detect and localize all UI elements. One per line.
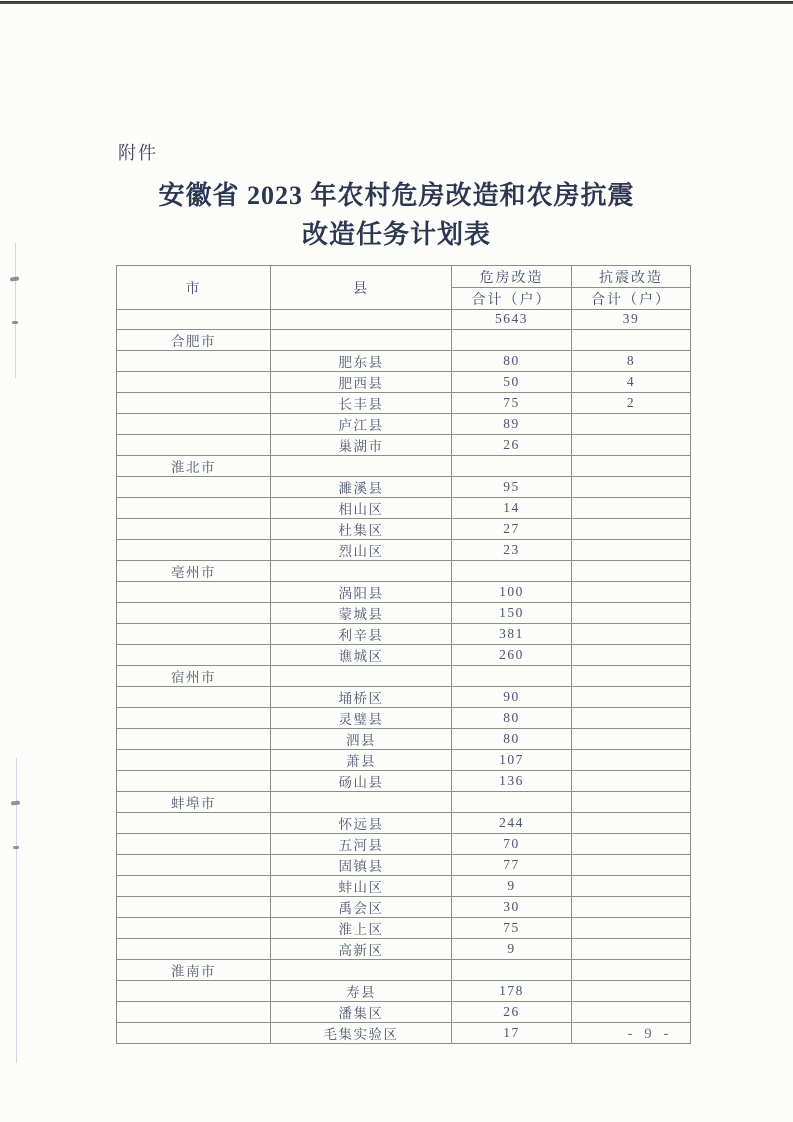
cell-danger-total: 80	[452, 728, 572, 749]
cell-county: 埇桥区	[271, 686, 452, 707]
cell-danger-total: 17	[452, 1022, 572, 1043]
cell-city	[117, 623, 271, 644]
cell-city	[117, 539, 271, 560]
cell-city	[117, 644, 271, 665]
table-row	[117, 728, 691, 749]
cell-county: 涡阳县	[271, 581, 452, 602]
cell-seismic-total: 8	[572, 350, 691, 371]
cell-danger-total: 244	[452, 812, 572, 833]
cell-danger-total: 14	[452, 497, 572, 518]
cell-county: 肥东县	[271, 350, 452, 371]
cell-seismic-total	[572, 581, 691, 602]
cell-county: 五河县	[271, 833, 452, 854]
cell-county: 潘集区	[271, 1001, 452, 1022]
cell-city	[117, 581, 271, 602]
table-row	[117, 644, 691, 665]
cell-seismic-total	[572, 518, 691, 539]
cell-city	[117, 749, 271, 770]
cell-city: 蚌埠市	[117, 791, 271, 812]
cell-county: 巢湖市	[271, 434, 452, 455]
cell-city	[117, 812, 271, 833]
cell-danger-total	[452, 560, 572, 581]
cell-seismic-total	[572, 623, 691, 644]
cell-seismic-total	[572, 749, 691, 770]
table-row	[117, 854, 691, 875]
header-city: 市	[117, 266, 271, 310]
binding-mark-line-top	[15, 243, 16, 378]
cell-danger-total: 95	[452, 476, 572, 497]
cell-city	[117, 413, 271, 434]
header-row-1	[117, 266, 691, 288]
table-row	[117, 392, 691, 413]
plan-table-header	[117, 266, 691, 310]
cell-danger-total: 178	[452, 980, 572, 1001]
table-row	[117, 602, 691, 623]
cell-danger-total: 90	[452, 686, 572, 707]
cell-city	[117, 434, 271, 455]
cell-danger-total: 80	[452, 350, 572, 371]
cell-seismic-total	[572, 875, 691, 896]
table-row	[117, 539, 691, 560]
header-seismic-subtotal: 合计（户）	[572, 288, 691, 310]
cell-seismic-total	[572, 896, 691, 917]
cell-danger-total	[452, 791, 572, 812]
cell-seismic-total	[572, 497, 691, 518]
cell-city: 亳州市	[117, 560, 271, 581]
cell-county: 高新区	[271, 938, 452, 959]
cell-danger-total: 9	[452, 938, 572, 959]
cell-county: 灵璧县	[271, 707, 452, 728]
cell-city	[117, 1001, 271, 1022]
table-row	[117, 749, 691, 770]
table-row	[117, 938, 691, 959]
cell-seismic-total	[572, 812, 691, 833]
header-danger-group: 危房改造	[452, 266, 572, 288]
table-row	[117, 560, 691, 581]
attachment-label: 附件	[118, 143, 158, 163]
cell-seismic-total	[572, 476, 691, 497]
cell-seismic-total	[572, 980, 691, 1001]
cell-county: 固镇县	[271, 854, 452, 875]
cell-danger-total: 50	[452, 371, 572, 392]
document-title	[0, 176, 793, 254]
cell-city	[117, 476, 271, 497]
binding-mark-blob	[12, 321, 18, 324]
cell-city	[117, 833, 271, 854]
cell-seismic-total	[572, 434, 691, 455]
cell-county: 肥西县	[271, 371, 452, 392]
binding-mark-blob	[13, 846, 19, 849]
table-row	[117, 476, 691, 497]
table-row	[117, 707, 691, 728]
table-row	[117, 686, 691, 707]
cell-county: 砀山县	[271, 770, 452, 791]
cell-seismic-total: 2	[572, 392, 691, 413]
table-row	[117, 518, 691, 539]
cell-danger-total: 100	[452, 581, 572, 602]
cell-county: 蒙城县	[271, 602, 452, 623]
cell-county	[271, 560, 452, 581]
table-row	[117, 371, 691, 392]
cell-county: 毛集实验区	[271, 1022, 452, 1043]
cell-danger-total: 5643	[452, 310, 572, 330]
cell-city	[117, 686, 271, 707]
cell-danger-total	[452, 455, 572, 476]
cell-city: 淮北市	[117, 455, 271, 476]
cell-city	[117, 875, 271, 896]
cell-county: 杜集区	[271, 518, 452, 539]
cell-city	[117, 938, 271, 959]
cell-city	[117, 518, 271, 539]
cell-seismic-total	[572, 938, 691, 959]
cell-city	[117, 371, 271, 392]
table-row	[117, 959, 691, 980]
cell-county: 长丰县	[271, 392, 452, 413]
table-row	[117, 875, 691, 896]
cell-city	[117, 917, 271, 938]
table-row	[117, 665, 691, 686]
cell-seismic-total	[572, 707, 691, 728]
cell-county	[271, 455, 452, 476]
table-row	[117, 1001, 691, 1022]
cell-county: 利辛县	[271, 623, 452, 644]
table-row	[117, 980, 691, 1001]
cell-county: 怀远县	[271, 812, 452, 833]
cell-city	[117, 854, 271, 875]
cell-city	[117, 770, 271, 791]
cell-city	[117, 350, 271, 371]
cell-danger-total: 26	[452, 1001, 572, 1022]
cell-danger-total: 260	[452, 644, 572, 665]
binding-mark-blob	[10, 276, 19, 281]
cell-seismic-total	[572, 686, 691, 707]
table-row	[117, 896, 691, 917]
header-seismic-group: 抗震改造	[572, 266, 691, 288]
page-number: - 9 -	[627, 1026, 673, 1042]
cell-danger-total	[452, 329, 572, 350]
cell-city	[117, 310, 271, 330]
cell-seismic-total	[572, 770, 691, 791]
cell-seismic-total: 39	[572, 310, 691, 330]
cell-city	[117, 392, 271, 413]
cell-seismic-total	[572, 602, 691, 623]
cell-county	[271, 329, 452, 350]
cell-seismic-total	[572, 791, 691, 812]
table-row	[117, 497, 691, 518]
cell-danger-total	[452, 665, 572, 686]
cell-seismic-total	[572, 728, 691, 749]
cell-danger-total: 77	[452, 854, 572, 875]
cell-city	[117, 497, 271, 518]
cell-county: 相山区	[271, 497, 452, 518]
cell-danger-total: 89	[452, 413, 572, 434]
table-row	[117, 310, 691, 330]
cell-danger-total: 27	[452, 518, 572, 539]
table-row	[117, 413, 691, 434]
cell-danger-total: 150	[452, 602, 572, 623]
cell-seismic-total	[572, 413, 691, 434]
cell-county: 烈山区	[271, 539, 452, 560]
cell-seismic-total	[572, 329, 691, 350]
cell-danger-total: 136	[452, 770, 572, 791]
cell-danger-total	[452, 959, 572, 980]
cell-county	[271, 310, 452, 330]
cell-seismic-total	[572, 644, 691, 665]
table-body	[117, 310, 691, 1044]
table-row	[117, 350, 691, 371]
table-row	[117, 833, 691, 854]
cell-city: 合肥市	[117, 329, 271, 350]
cell-danger-total: 26	[452, 434, 572, 455]
cell-danger-total: 107	[452, 749, 572, 770]
table-row	[117, 581, 691, 602]
table-row	[117, 812, 691, 833]
table-row	[117, 623, 691, 644]
cell-seismic-total	[572, 560, 691, 581]
cell-seismic-total	[572, 917, 691, 938]
cell-county: 蚌山区	[271, 875, 452, 896]
cell-danger-total: 70	[452, 833, 572, 854]
cell-danger-total: 80	[452, 707, 572, 728]
table-row	[117, 770, 691, 791]
cell-county: 濉溪县	[271, 476, 452, 497]
cell-county: 淮上区	[271, 917, 452, 938]
cell-seismic-total	[572, 455, 691, 476]
cell-county: 庐江县	[271, 413, 452, 434]
cell-seismic-total	[572, 539, 691, 560]
cell-seismic-total	[572, 1001, 691, 1022]
cell-danger-total: 75	[452, 392, 572, 413]
cell-danger-total: 75	[452, 917, 572, 938]
table-row	[117, 434, 691, 455]
cell-county	[271, 959, 452, 980]
table-row	[117, 917, 691, 938]
cell-seismic-total	[572, 854, 691, 875]
table-row	[117, 329, 691, 350]
cell-county: 禹会区	[271, 896, 452, 917]
scan-top-edge-artifact	[0, 1, 793, 4]
cell-seismic-total: 4	[572, 371, 691, 392]
cell-county: 谯城区	[271, 644, 452, 665]
table-row	[117, 791, 691, 812]
cell-seismic-total	[572, 959, 691, 980]
cell-county	[271, 791, 452, 812]
header-county: 县	[271, 266, 452, 310]
cell-danger-total: 30	[452, 896, 572, 917]
cell-county	[271, 665, 452, 686]
cell-danger-total: 381	[452, 623, 572, 644]
cell-county: 泗县	[271, 728, 452, 749]
cell-city: 淮南市	[117, 959, 271, 980]
cell-city	[117, 896, 271, 917]
cell-seismic-total	[572, 665, 691, 686]
document-title-line1: 安徽省 2023 年农村危房改造和农房抗震	[158, 181, 635, 210]
cell-danger-total: 9	[452, 875, 572, 896]
cell-danger-total: 23	[452, 539, 572, 560]
cell-city	[117, 602, 271, 623]
header-danger-subtotal: 合计（户）	[452, 288, 572, 310]
table-row	[117, 455, 691, 476]
binding-mark-blob	[11, 801, 20, 806]
document-title-line2: 改造任务计划表	[301, 220, 491, 249]
plan-table	[116, 265, 691, 1044]
cell-city	[117, 728, 271, 749]
cell-seismic-total	[572, 833, 691, 854]
cell-county: 寿县	[271, 980, 452, 1001]
cell-city	[117, 707, 271, 728]
cell-city: 宿州市	[117, 665, 271, 686]
cell-city	[117, 1022, 271, 1043]
cell-city	[117, 980, 271, 1001]
cell-county: 萧县	[271, 749, 452, 770]
